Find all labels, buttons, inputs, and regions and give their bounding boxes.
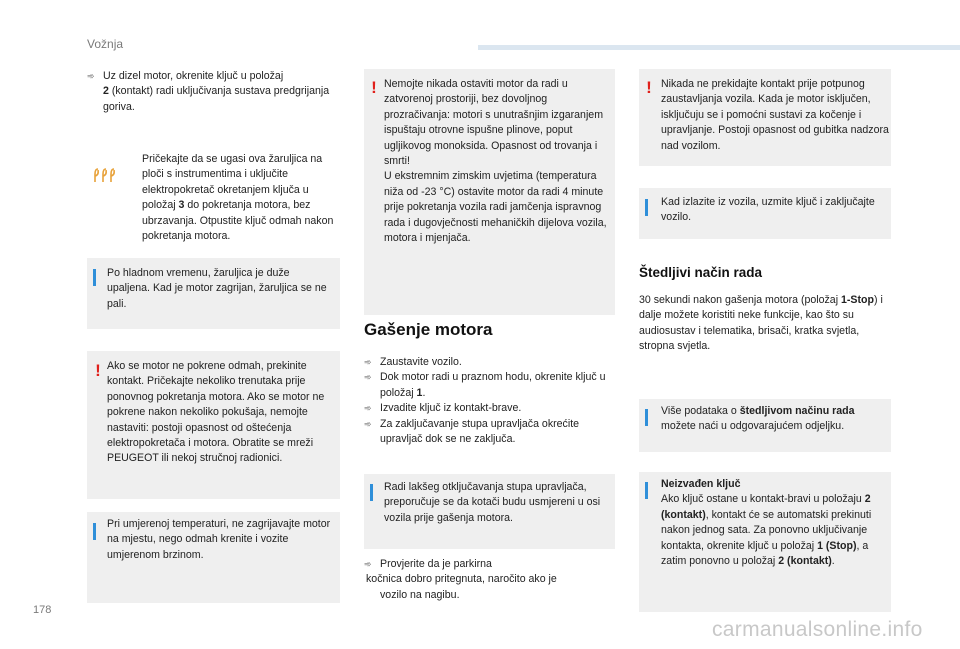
- warning-icon: !: [95, 361, 101, 380]
- watermark: carmanualsonline.info: [712, 618, 923, 641]
- list-item: ➾ Za zaključavanje stupa upravljača okrećite upravljač dok se ne zaključa.: [364, 417, 580, 446]
- info-icon: [645, 482, 648, 499]
- header-bar: [478, 45, 960, 50]
- bullet-icon: ➾: [364, 418, 372, 429]
- warning-box-restart: ! Ako se motor ne pokrene odmah, prekinite kontakt. Pričekajte nekoliko trenutaka prije ponovnog pokretanja motora. Ako se motor ne pokrene nakon nekoliko pokušaja, nemojte nastaviti: postoji opasnost od oštećenja elektropokretača i motora. Obratite se mreži PEUGEOT ili nekoj stručnoj radionici.: [87, 351, 340, 499]
- info-icon: [93, 523, 96, 540]
- economy-mode-text: 30 sekundi nakon gašenja motora (položaj 1-Stop) i dalje možete koristiti neke funkcije, kao što su audiosustav i telematika, brisači, kratka svjetla, stropna svjetla.: [639, 294, 883, 353]
- parking-brake-bullet: ➾ Provjerite da je parkirna kočnica dobro pritegnuta, naročito ako je vozilo na nagibu.: [364, 558, 557, 601]
- info-box-steering-unlock: Radi lakšeg otključavanja stupa upravljača, preporučuje se da kotači budu usmjereni u osi vozila prije gašenja motora.: [364, 474, 615, 549]
- info-box-key-left-in: Neizvađen ključ Ako ključ ostane u kontakt-bravi u položaju 2 (kontakt), kontakt će se automatski prekinuti nakon jednog sata. Za ponovno uključivanje kontakta, okrenite ključ u položaj 1 (Stop), a zatim ponovno u položaj 2 (kontakt).: [639, 472, 891, 612]
- warning-box-ignition: ! Nikada ne prekidajte kontakt prije potpunog zaustavljanja vozila. Kada je motor isključen, isključuju se i pomoćni sustavi za kočenje i upravljanje. Postoji opasnost od gubitka nadzora nad vozilom.: [639, 69, 891, 166]
- info-box-leave-vehicle: Kad izlazite iz vozila, uzmite ključ i zaključajte vozilo.: [639, 188, 891, 239]
- info-box-economy-more: Više podataka o štedljivom načinu rada možete naći u odgovarajućem odjeljku.: [639, 399, 891, 452]
- list-item: ➾ Izvadite ključ iz kontakt-brave.: [364, 401, 614, 416]
- heading-gasenje-motora: Gašenje motora: [364, 320, 493, 339]
- bullet-icon: ➾: [364, 559, 372, 569]
- list-item: ➾ Zaustavite vozilo.: [364, 355, 614, 370]
- bullet-icon: ➾: [364, 403, 372, 414]
- info-box-moderate-temp: Pri umjerenoj temperaturi, ne zagrijavajte motor na mjestu, nego odmah krenite i vozite umjerenom brzinom.: [87, 512, 340, 603]
- bullet-icon: ➾: [364, 357, 372, 367]
- bullet-icon: ➾: [87, 71, 95, 81]
- section-title: Vožnja: [87, 37, 124, 51]
- info-icon: [645, 409, 648, 426]
- glow-plug-text: Pričekajte da se ugasi ova žaruljica na ploči s instrumentima i uključite elektropokretač okretanjem ključa u položaj 3 do pokretanja motora, bez ubrzavanja. Otpustite ključ odmah nakon pokretanja motora.: [142, 153, 334, 243]
- info-icon: [370, 484, 373, 501]
- page-number: 178: [33, 604, 52, 616]
- diesel-bullet: ➾ Uz dizel motor, okrenite ključ u položaj 2 (kontakt) radi uključivanja sustava predgrijanja goriva.: [87, 70, 330, 113]
- info-icon: [93, 269, 96, 286]
- heading-economy-mode: Štedljivi način rada: [639, 265, 763, 280]
- glow-plug-warning-icon: [93, 167, 119, 183]
- warning-box-ventilation: ! Nemojte nikada ostaviti motor da radi u zatvorenoj prostoriji, bez dovoljnog prozračivanja: motori s unutrašnjim izgaranjem ispuštaju otrovne ispušne plinove, poput ugljikovog monoksida. Opasnost od trovanja i smrti! U ekstremnim zimskim uvjetima (temperatura niža od -23 °C) ostavite motor da radi 4 minute prije pokretanja vozila radi jamčenja ispravnog rada i dugovječnosti mehaničkih dijelova vozila, motora i mjenjača.: [364, 69, 615, 315]
- info-box-cold-weather: Po hladnom vremenu, žaruljica je duže upaljena. Kad je motor zagrijan, žaruljica se ne pali.: [87, 258, 340, 329]
- bullet-icon: ➾: [364, 372, 372, 383]
- list-item: ➾ Dok motor radi u praznom hodu, okrenite ključ u položaj 1.: [364, 371, 606, 399]
- info-icon: [645, 199, 648, 216]
- warning-icon: !: [371, 78, 377, 97]
- warning-icon: !: [646, 78, 652, 97]
- shutdown-steps: [364, 355, 614, 447]
